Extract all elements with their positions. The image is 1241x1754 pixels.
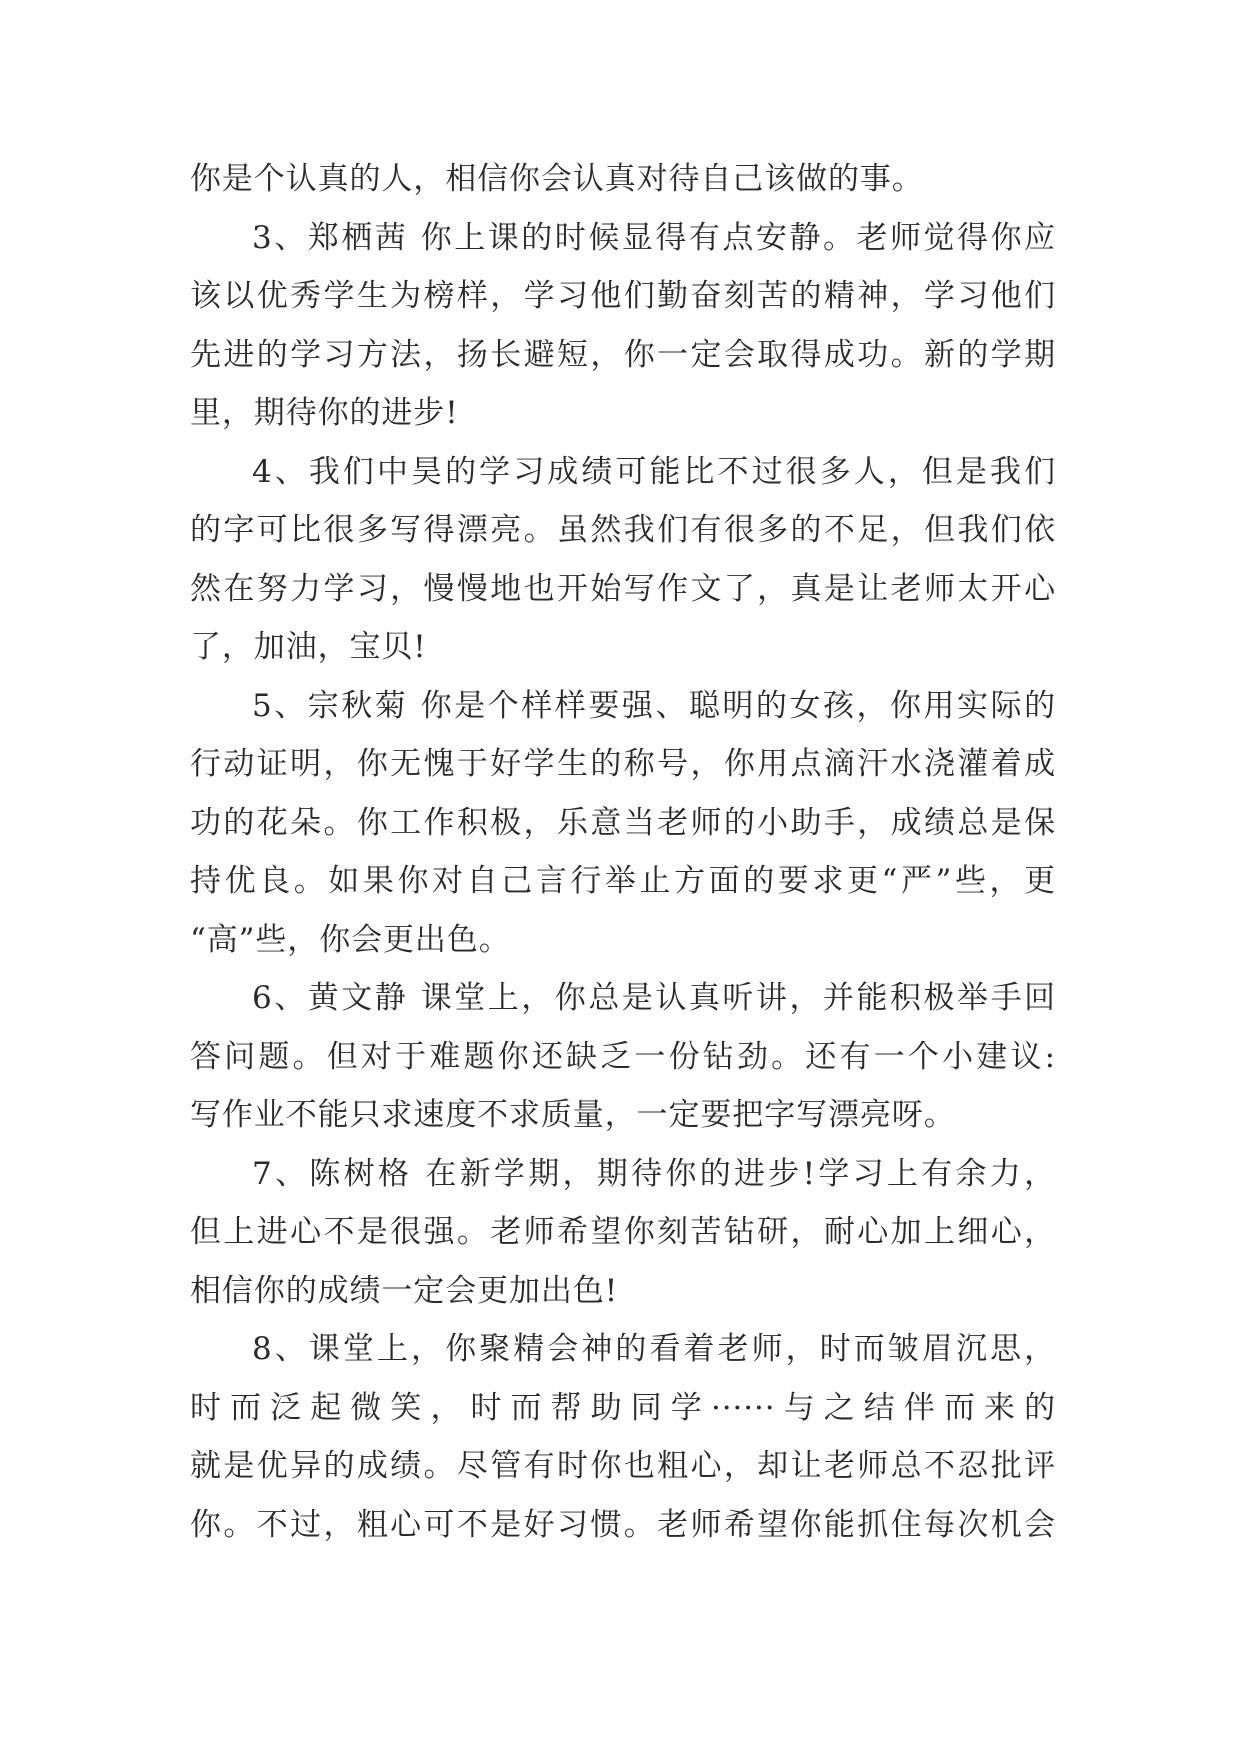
text-line: 答问题。但对于难题你还缺乏一份钻劲。还有一个小建议: xyxy=(190,1038,1056,1075)
text-line: 3、郑栖茜 你上课的时候显得有点安静。老师觉得你应 xyxy=(252,219,1056,256)
text-line: 就是优异的成绩。尽管有时你也粗心，却让老师总不忍批评 xyxy=(190,1448,1056,1484)
text-line: 了，加油，宝贝! xyxy=(190,629,427,665)
text-line: 相信你的成绩一定会更加出色! xyxy=(190,1272,619,1309)
text-line: 然在努力学习，慢慢地也开始写作文了，真是让老师太开心 xyxy=(190,570,1056,607)
text-line: 持优良。如果你对自己言行举止方面的要求更“严”些，更 xyxy=(190,863,1056,899)
text-line: 的字可比很多写得漂亮。虽然我们有很多的不足，但我们依 xyxy=(190,512,1056,548)
text-line: 6、黄文静 课堂上，你总是认真听讲，并能积极举手回 xyxy=(252,980,1056,1016)
text-line: 5、宗秋菊 你是个样样要强、聪明的女孩，你用实际的 xyxy=(252,687,1056,724)
text-line: 时而泛起微笑，时而帮助同学······与之结伴而来的 xyxy=(190,1389,1056,1426)
text-line: 写作业不能只求速度不求质量，一定要把字写漂亮呀。 xyxy=(190,1097,956,1133)
text-line: 你是个认真的人，相信你会认真对待自己该做的事。 xyxy=(190,161,924,197)
text-line: 先进的学习方法，扬长避短，你一定会取得成功。新的学期 xyxy=(190,336,1056,373)
text-line: 功的花朵。你工作积极，乐意当老师的小助手，成绩总是保 xyxy=(190,804,1056,841)
text-line: 你。不过，粗心可不是好习惯。老师希望你能抓住每次机会 xyxy=(190,1506,1056,1543)
text-line: 8、课堂上，你聚精会神的看着老师，时而皱眉沉思， xyxy=(252,1331,1056,1367)
text-line: “高”些，你会更出色。 xyxy=(190,921,511,958)
text-line: 该以优秀学生为榜样，学习他们勤奋刻苦的精神，学习他们 xyxy=(190,278,1056,314)
text-line: 但上进心不是很强。老师希望你刻苦钻研，耐心加上细心， xyxy=(190,1214,1056,1250)
text-line: 行动证明，你无愧于好学生的称号，你用点滴汗水浇灌着成 xyxy=(190,746,1056,782)
document-body xyxy=(190,150,1056,1554)
text-line: 里，期待你的进步! xyxy=(190,395,459,431)
text-line: 4、我们中昊的学习成绩可能比不过很多人，但是我们 xyxy=(252,453,1056,490)
text-line: 7、陈树格 在新学期，期待你的进步!学习上有余力， xyxy=(252,1155,1056,1192)
